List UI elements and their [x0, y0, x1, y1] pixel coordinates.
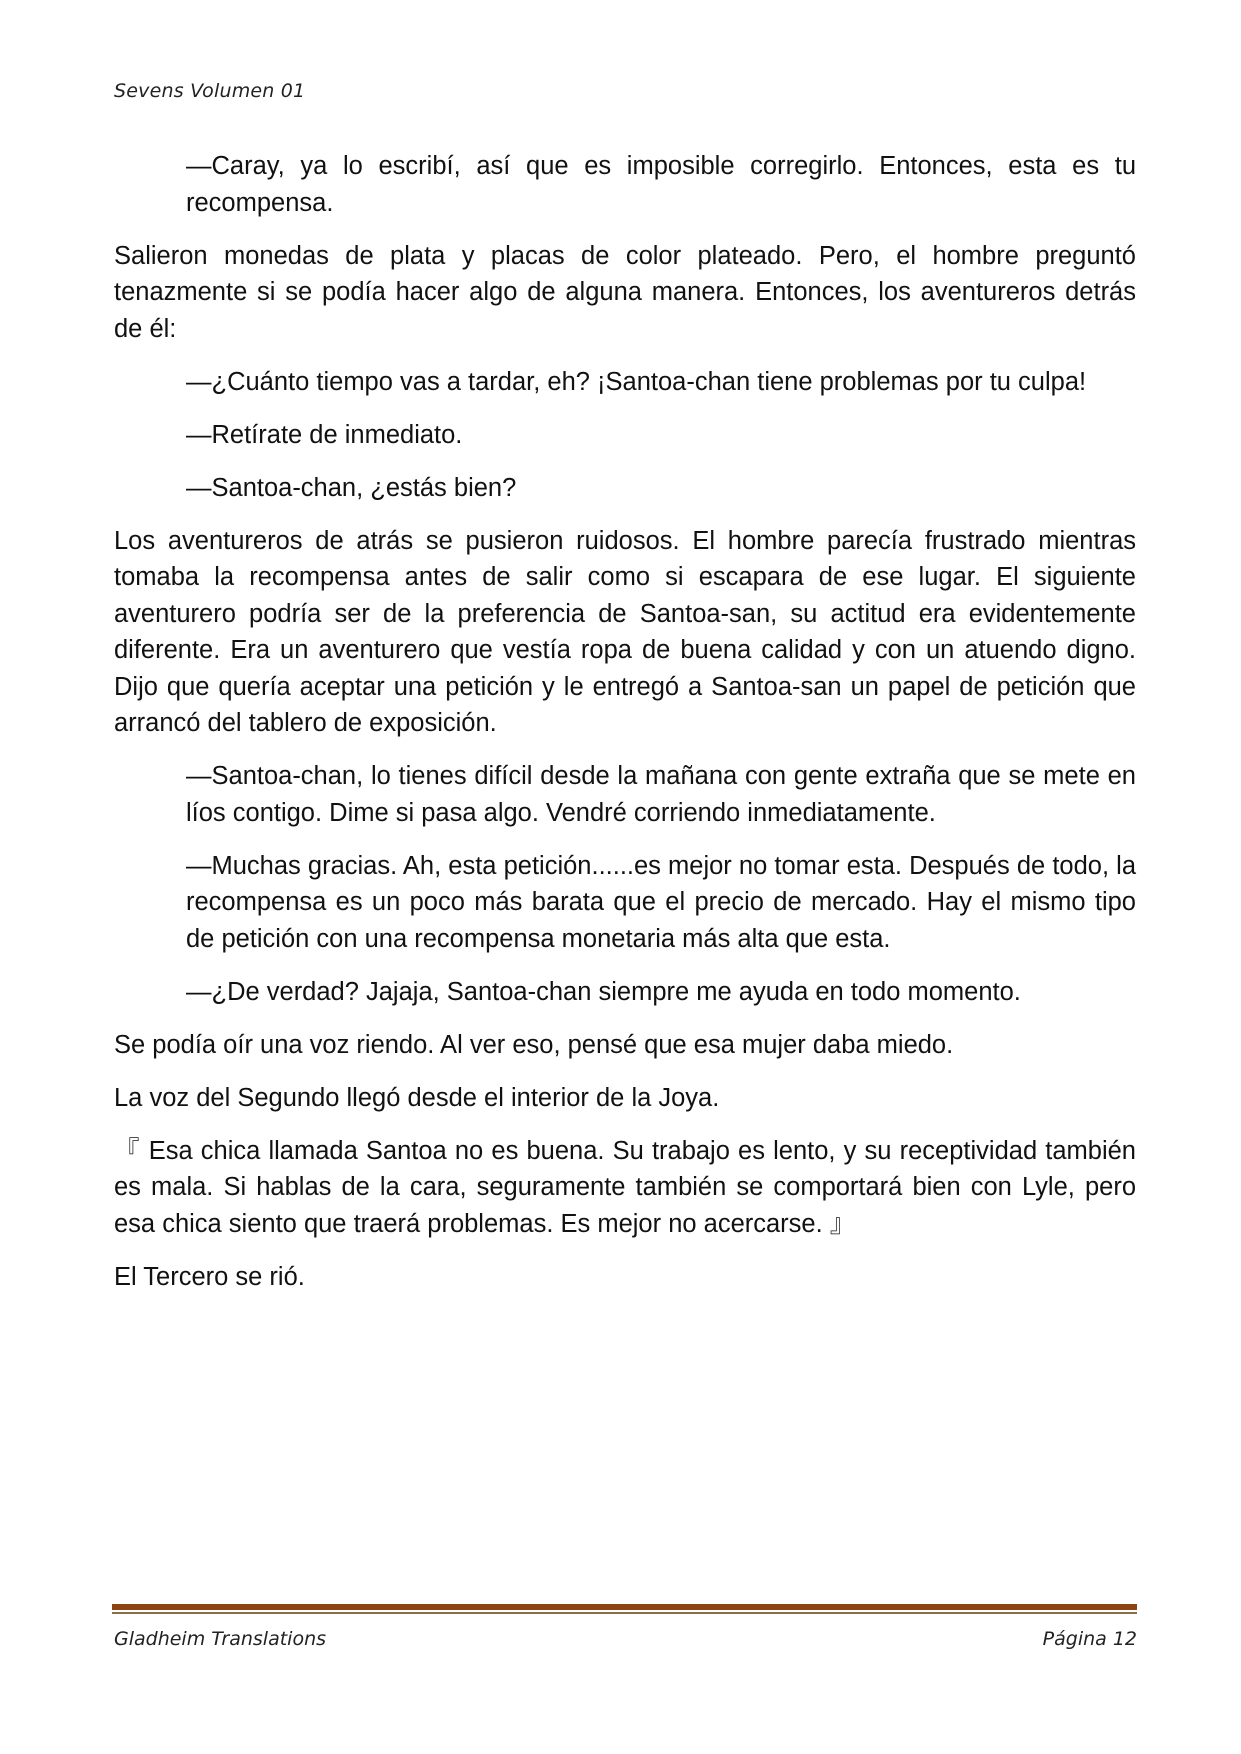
footer-divider	[112, 1604, 1137, 1614]
paragraph-dialog: —Muchas gracias. Ah, esta petición......es mejor no tomar esta. Después de todo, la recompensa es un poco más barata que el precio de mercado. Hay el mismo tipo de petición con una recompensa monetaria más alta que esta.	[186, 851, 1136, 953]
paragraph-quote: 『 Esa chica llamada Santoa no es buena. Su trabajo es lento, y su receptividad también es mala. Si hablas de la cara, seguramente también se comportará bien con Lyle, pero esa chica siento que traerá problemas. Es mejor no acercarse. 』	[114, 1136, 1136, 1238]
footer-rule-thin	[112, 1612, 1137, 1614]
paragraph-narration: Salieron monedas de plata y placas de color plateado. Pero, el hombre preguntó tenazmente si se podía hacer algo de alguna manera. Entonces, los aventureros detrás de él:	[114, 241, 1136, 343]
paragraph-dialog: —Santoa-chan, lo tienes difícil desde la mañana con gente extraña que se mete en líos contigo. Dime si pasa algo. Vendré corriendo inmediatamente.	[186, 762, 1136, 827]
running-header: Sevens Volumen 01	[114, 80, 306, 102]
paragraph-dialog: —Caray, ya lo escribí, así que es imposible corregirlo. Entonces, esta es tu recompensa.	[186, 152, 1136, 217]
paragraph-narration: La voz del Segundo llegó desde el interior de la Joya.	[114, 1083, 720, 1112]
footer-credit: Gladheim Translations	[114, 1628, 327, 1650]
body-text	[114, 148, 1136, 1312]
paragraph-dialog: —Santoa-chan, ¿estás bien?	[186, 473, 517, 502]
paragraph-dialog: —¿Cuánto tiempo vas a tardar, eh? ¡Santoa-chan tiene problemas por tu culpa!	[186, 367, 1087, 396]
paragraph-narration: El Tercero se rió.	[114, 1262, 305, 1291]
paragraph-dialog: —Retírate de inmediato.	[186, 420, 463, 449]
paragraph-dialog: —¿De verdad? Jajaja, Santoa-chan siempre me ayuda en todo momento.	[186, 977, 1021, 1006]
paragraph-narration: Los aventureros de atrás se pusieron ruidosos. El hombre parecía frustrado mientras tomaba la recompensa antes de salir como si escapara de ese lugar. El siguiente aventurero podría ser de la preferencia de Santoa-san, su actitud era evidentemente diferente. Era un aventurero que vestía ropa de buena calidad y con un atuendo digno. Dijo que quería aceptar una petición y le entregó a Santoa-san un papel de petición que arrancó del tablero de exposición.	[114, 526, 1136, 737]
paragraph-narration: Se podía oír una voz riendo. Al ver eso, pensé que esa mujer daba miedo.	[114, 1030, 954, 1059]
page-number: Página 12	[1042, 1628, 1137, 1650]
